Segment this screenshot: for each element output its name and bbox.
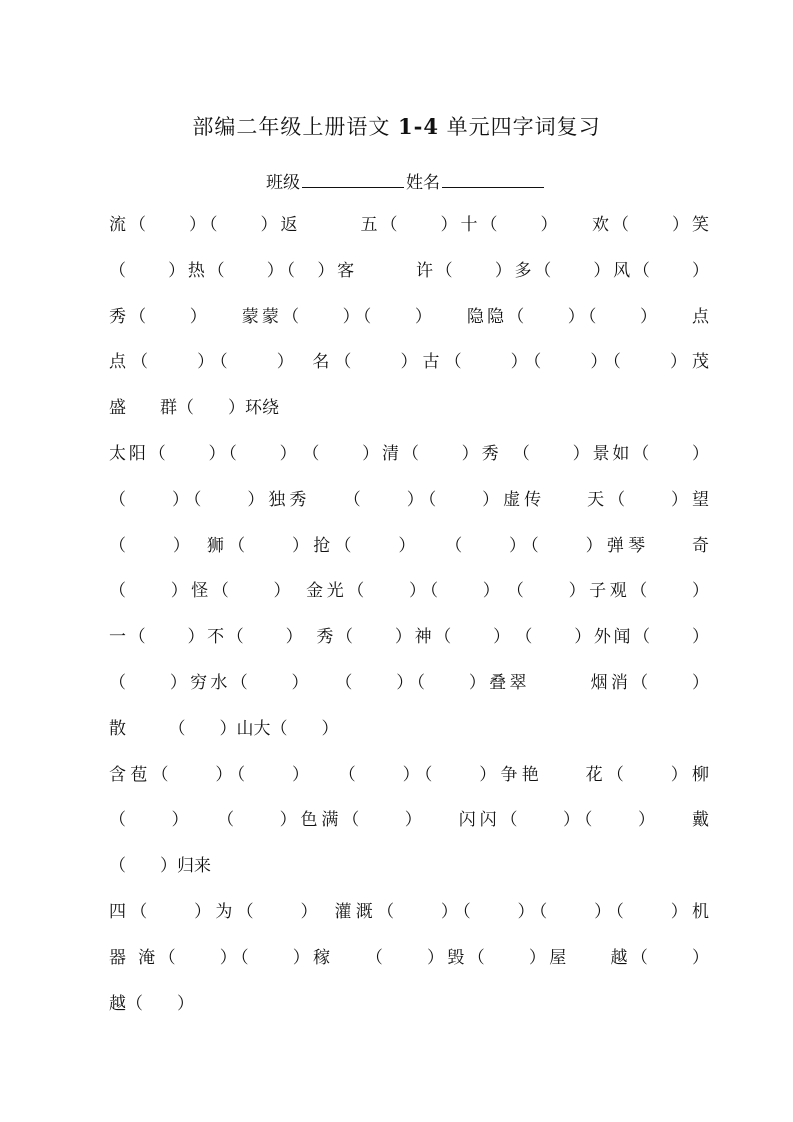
exercise-line: 四（ ）为（ ） 灌溉（ ）（ ）（ ）（ ）机 <box>109 901 709 922</box>
class-label: 班级 <box>266 173 300 193</box>
exercise-line: （ ） 狮（ ）抢（ ） （ ）（ ）弹琴 奇 <box>109 535 709 556</box>
page-title <box>0 113 793 141</box>
exercise-line: （ ）怪（ ） 金光（ ）（ ） （ ）子观（ ） <box>109 581 709 602</box>
name-label: 姓名 <box>406 173 440 193</box>
exercise-line: （ ）穷水（ ） （ ）（ ）叠翠 烟消（ ） <box>109 672 709 693</box>
exercise-line: 一（ ）不（ ） 秀（ ）神（ ） （ ）外闻（ ） <box>109 627 709 648</box>
exercise-lines <box>109 210 709 1034</box>
exercise-line: （ ）归来 <box>109 856 211 877</box>
exercise-line: 散 （ ）山大（ ） <box>109 718 339 739</box>
title-unit-range: 1-4 <box>398 114 439 139</box>
exercise-line: 含苞（ ）（ ） （ ）（ ）争艳 花（ ）柳 <box>109 764 709 785</box>
exercise-line: 秀（ ） 蒙蒙（ ）（ ） 隐隐（ ）（ ） 点 <box>109 306 709 327</box>
exercise-line: （ ）（ ）独秀 （ ）（ ）虚传 天（ ）望 <box>109 489 709 510</box>
exercise-line: 盛 群（ ）环绕 <box>109 398 279 419</box>
class-name-row <box>266 168 546 194</box>
exercise-line: 流（ ）（ ）返 五（ ）十（ ） 欢（ ）笑 <box>109 215 709 235</box>
exercise-line: 点（ ）（ ） 名（ ）古（ ）（ ）（ ）茂 <box>109 352 709 373</box>
class-blank[interactable] <box>302 168 404 188</box>
exercise-line: 器 淹（ ）（ ）稼 （ ）毁（ ）屋 越（ ） <box>109 947 709 968</box>
name-blank[interactable] <box>442 168 544 188</box>
exercise-line: 太阳（ ）（ ） （ ）清（ ）秀 （ ）景如（ ） <box>109 443 709 464</box>
title-part-3: 单元四字词复习 <box>446 115 601 139</box>
exercise-line: 越（ ） <box>109 993 194 1014</box>
title-part-1: 部编二年级上册语文 <box>192 115 391 139</box>
exercise-line: （ ）热（ ）（ ）客 许（ ）多（ ）风（ ） <box>109 260 709 281</box>
exercise-line: （ ） （ ）色满（ ） 闪闪（ ）（ ） 戴 <box>109 810 709 831</box>
